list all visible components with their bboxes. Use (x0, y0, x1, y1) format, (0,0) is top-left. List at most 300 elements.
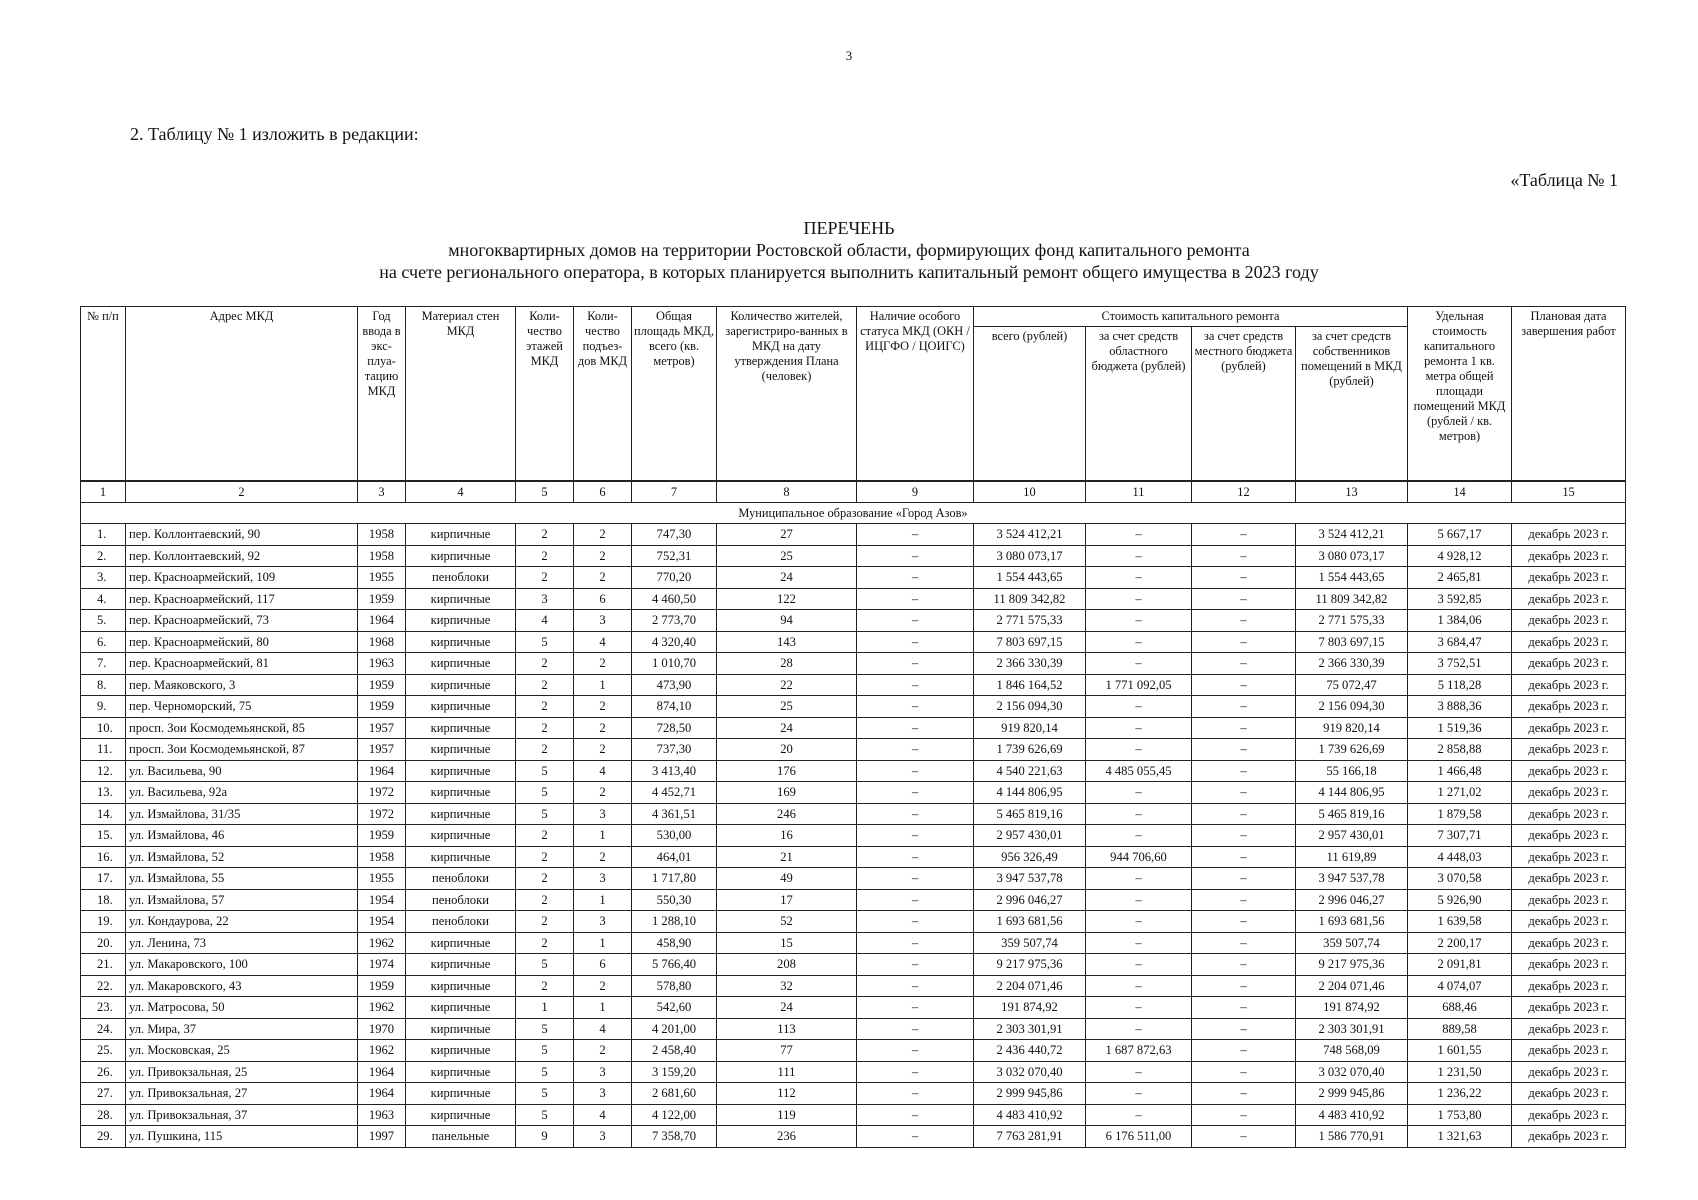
cell-row-number: 11. (81, 739, 126, 761)
cell-wall-material: кирпичные (406, 524, 516, 546)
cell-cost-regional: – (1086, 1061, 1192, 1083)
cell-wall-material: кирпичные (406, 696, 516, 718)
cell-floors: 5 (516, 782, 574, 804)
section-row (81, 503, 1626, 524)
cell-residents: 143 (717, 631, 857, 653)
cell-cost-total: 1 846 164,52 (974, 674, 1086, 696)
title-line-3: на счете регионального оператора, в которых планируется выполнить капитальный ремонт общего имущества в 2023 году (379, 262, 1319, 282)
cell-year: 1954 (358, 889, 406, 911)
table-row (81, 846, 1626, 868)
cell-completion-date: декабрь 2023 г. (1512, 1104, 1626, 1126)
cell-wall-material: кирпичные (406, 825, 516, 847)
cell-entrances: 1 (574, 889, 632, 911)
table-row (81, 975, 1626, 997)
cell-cost-owners: 1 739 626,69 (1296, 739, 1408, 761)
cell-residents: 49 (717, 868, 857, 890)
cell-year: 1972 (358, 803, 406, 825)
cell-entrances: 2 (574, 846, 632, 868)
cell-area: 550,30 (632, 889, 717, 911)
cell-unit-cost: 3 684,47 (1408, 631, 1512, 653)
cell-cost-total: 7 803 697,15 (974, 631, 1086, 653)
cell-address: ул. Привокзальная, 37 (126, 1104, 358, 1126)
cell-row-number: 24. (81, 1018, 126, 1040)
cell-cost-total: 919 820,14 (974, 717, 1086, 739)
cell-cost-regional: – (1086, 696, 1192, 718)
cell-floors: 2 (516, 932, 574, 954)
cell-cost-regional: – (1086, 868, 1192, 890)
cell-residents: 113 (717, 1018, 857, 1040)
column-number: 15 (1512, 481, 1626, 503)
cell-unit-cost: 1 321,63 (1408, 1126, 1512, 1148)
cell-cost-regional: – (1086, 610, 1192, 632)
cell-wall-material: кирпичные (406, 653, 516, 675)
cell-cost-total: 3 524 412,21 (974, 524, 1086, 546)
cell-area: 1 717,80 (632, 868, 717, 890)
cell-residents: 94 (717, 610, 857, 632)
cell-cost-total: 2 303 301,91 (974, 1018, 1086, 1040)
page-number: 3 (845, 48, 853, 63)
cell-floors: 5 (516, 1083, 574, 1105)
cell-cost-total: 3 032 070,40 (974, 1061, 1086, 1083)
cell-cost-regional: – (1086, 911, 1192, 933)
header-completion-date: Плановая дата завершения работ (1512, 307, 1626, 482)
cell-cost-regional: – (1086, 1018, 1192, 1040)
cell-floors: 2 (516, 696, 574, 718)
cell-wall-material: кирпичные (406, 610, 516, 632)
cell-cost-owners: 55 166,18 (1296, 760, 1408, 782)
cell-address: пер. Красноармейский, 73 (126, 610, 358, 632)
cell-area: 4 201,00 (632, 1018, 717, 1040)
cell-address: ул. Ленина, 73 (126, 932, 358, 954)
cell-residents: 15 (717, 932, 857, 954)
cell-area: 752,31 (632, 545, 717, 567)
cell-unit-cost: 1 601,55 (1408, 1040, 1512, 1062)
column-number: 5 (516, 481, 574, 503)
cell-address: ул. Пушкина, 115 (126, 1126, 358, 1148)
column-number: 9 (857, 481, 974, 503)
cell-wall-material: кирпичные (406, 997, 516, 1019)
cell-wall-material: кирпичные (406, 1104, 516, 1126)
cell-completion-date: декабрь 2023 г. (1512, 674, 1626, 696)
cell-status: – (857, 696, 974, 718)
cell-year: 1964 (358, 610, 406, 632)
cell-cost-local: – (1192, 696, 1296, 718)
header-cost-owners: за счет средств собственников помещений в МКД (рублей) (1296, 327, 1408, 482)
cell-area: 4 460,50 (632, 588, 717, 610)
cell-cost-owners: 2 156 094,30 (1296, 696, 1408, 718)
cell-wall-material: кирпичные (406, 1018, 516, 1040)
column-number: 1 (81, 481, 126, 503)
header-floors: Коли-чество этажей МКД (516, 307, 574, 482)
cell-cost-regional: – (1086, 1083, 1192, 1105)
header-area: Общая площадь МКД, всего (кв. метров) (632, 307, 717, 482)
cell-residents: 122 (717, 588, 857, 610)
cell-area: 3 413,40 (632, 760, 717, 782)
cell-floors: 2 (516, 825, 574, 847)
cell-cost-local: – (1192, 545, 1296, 567)
cell-address: пер. Красноармейский, 80 (126, 631, 358, 653)
cell-address: ул. Измайлова, 55 (126, 868, 358, 890)
cell-year: 1974 (358, 954, 406, 976)
cell-area: 458,90 (632, 932, 717, 954)
cell-area: 464,01 (632, 846, 717, 868)
cell-cost-total: 4 483 410,92 (974, 1104, 1086, 1126)
cell-floors: 5 (516, 1018, 574, 1040)
cell-floors: 2 (516, 524, 574, 546)
cell-row-number: 1. (81, 524, 126, 546)
cell-status: – (857, 911, 974, 933)
cell-floors: 2 (516, 717, 574, 739)
cell-completion-date: декабрь 2023 г. (1512, 803, 1626, 825)
cell-cost-regional: 1 771 092,05 (1086, 674, 1192, 696)
column-number: 4 (406, 481, 516, 503)
table-row (81, 954, 1626, 976)
cell-residents: 22 (717, 674, 857, 696)
cell-floors: 3 (516, 588, 574, 610)
cell-year: 1964 (358, 1083, 406, 1105)
cell-address: ул. Макаровского, 43 (126, 975, 358, 997)
cell-floors: 2 (516, 889, 574, 911)
cell-cost-local: – (1192, 889, 1296, 911)
cell-status: – (857, 739, 974, 761)
cell-cost-local: – (1192, 975, 1296, 997)
cell-floors: 4 (516, 610, 574, 632)
cell-status: – (857, 631, 974, 653)
header-cost-total: всего (рублей) (974, 327, 1086, 482)
cell-wall-material: пеноблоки (406, 911, 516, 933)
cell-year: 1959 (358, 825, 406, 847)
cell-cost-owners: 2 366 330,39 (1296, 653, 1408, 675)
cell-residents: 24 (717, 567, 857, 589)
cell-year: 1955 (358, 567, 406, 589)
cell-cost-owners: 2 999 945,86 (1296, 1083, 1408, 1105)
cell-cost-regional: – (1086, 524, 1192, 546)
column-number: 13 (1296, 481, 1408, 503)
cell-status: – (857, 545, 974, 567)
header-year: Год ввода в экс-плуа-тацию МКД (358, 307, 406, 482)
cell-row-number: 7. (81, 653, 126, 675)
cell-unit-cost: 3 888,36 (1408, 696, 1512, 718)
cell-unit-cost: 688,46 (1408, 997, 1512, 1019)
cell-cost-total: 1 693 681,56 (974, 911, 1086, 933)
cell-completion-date: декабрь 2023 г. (1512, 588, 1626, 610)
cell-completion-date: декабрь 2023 г. (1512, 545, 1626, 567)
cell-address: ул. Кондаурова, 22 (126, 911, 358, 933)
cell-cost-local: – (1192, 610, 1296, 632)
cell-cost-local: – (1192, 911, 1296, 933)
cell-cost-regional: 6 176 511,00 (1086, 1126, 1192, 1148)
cell-year: 1959 (358, 975, 406, 997)
cell-area: 4 452,71 (632, 782, 717, 804)
cell-entrances: 1 (574, 825, 632, 847)
cell-wall-material: кирпичные (406, 846, 516, 868)
cell-year: 1964 (358, 1061, 406, 1083)
cell-wall-material: кирпичные (406, 674, 516, 696)
column-number: 11 (1086, 481, 1192, 503)
cell-status: – (857, 760, 974, 782)
cell-cost-local: – (1192, 932, 1296, 954)
cell-entrances: 3 (574, 1083, 632, 1105)
cell-cost-total: 1 739 626,69 (974, 739, 1086, 761)
cell-wall-material: кирпичные (406, 588, 516, 610)
cell-entrances: 2 (574, 717, 632, 739)
cell-completion-date: декабрь 2023 г. (1512, 932, 1626, 954)
cell-address: пер. Черноморский, 75 (126, 696, 358, 718)
cell-entrances: 2 (574, 567, 632, 589)
cell-row-number: 2. (81, 545, 126, 567)
cell-cost-regional: – (1086, 954, 1192, 976)
cell-year: 1958 (358, 524, 406, 546)
cell-floors: 2 (516, 567, 574, 589)
cell-cost-total: 2 436 440,72 (974, 1040, 1086, 1062)
cell-wall-material: кирпичные (406, 760, 516, 782)
cell-area: 2 458,40 (632, 1040, 717, 1062)
cell-unit-cost: 5 667,17 (1408, 524, 1512, 546)
cell-area: 578,80 (632, 975, 717, 997)
cell-entrances: 3 (574, 610, 632, 632)
cell-address: пер. Красноармейский, 81 (126, 653, 358, 675)
cell-status: – (857, 932, 974, 954)
table-row (81, 1083, 1626, 1105)
cell-year: 1963 (358, 653, 406, 675)
cell-cost-regional: 4 485 055,45 (1086, 760, 1192, 782)
cell-address: ул. Московская, 25 (126, 1040, 358, 1062)
cell-unit-cost: 2 858,88 (1408, 739, 1512, 761)
cell-residents: 77 (717, 1040, 857, 1062)
cell-unit-cost: 1 519,36 (1408, 717, 1512, 739)
cell-wall-material: панельные (406, 1126, 516, 1148)
cell-area: 728,50 (632, 717, 717, 739)
cell-cost-total: 11 809 342,82 (974, 588, 1086, 610)
cell-completion-date: декабрь 2023 г. (1512, 911, 1626, 933)
cell-entrances: 6 (574, 954, 632, 976)
cell-row-number: 3. (81, 567, 126, 589)
cell-row-number: 12. (81, 760, 126, 782)
cell-cost-local: – (1192, 782, 1296, 804)
cell-status: – (857, 846, 974, 868)
cell-year: 1972 (358, 782, 406, 804)
cell-address: просп. Зои Космодемьянской, 85 (126, 717, 358, 739)
cell-floors: 5 (516, 1061, 574, 1083)
cell-completion-date: декабрь 2023 г. (1512, 846, 1626, 868)
table-row (81, 610, 1626, 632)
cell-cost-local: – (1192, 1018, 1296, 1040)
cell-address: пер. Красноармейский, 109 (126, 567, 358, 589)
cell-wall-material: кирпичные (406, 975, 516, 997)
cell-completion-date: декабрь 2023 г. (1512, 1061, 1626, 1083)
cell-cost-local: – (1192, 997, 1296, 1019)
table-row (81, 1040, 1626, 1062)
header-entrances: Коли-чество подъез-дов МКД (574, 307, 632, 482)
cell-cost-total: 2 999 945,86 (974, 1083, 1086, 1105)
cell-entrances: 2 (574, 653, 632, 675)
cell-row-number: 16. (81, 846, 126, 868)
cell-cost-local: – (1192, 825, 1296, 847)
cell-cost-regional: – (1086, 1104, 1192, 1126)
cell-completion-date: декабрь 2023 г. (1512, 696, 1626, 718)
cell-cost-regional: – (1086, 567, 1192, 589)
cell-row-number: 26. (81, 1061, 126, 1083)
table-row (81, 868, 1626, 890)
cell-entrances: 1 (574, 932, 632, 954)
cell-area: 473,90 (632, 674, 717, 696)
column-number: 12 (1192, 481, 1296, 503)
table-row (81, 1018, 1626, 1040)
cell-cost-total: 9 217 975,36 (974, 954, 1086, 976)
cell-status: – (857, 1061, 974, 1083)
cell-unit-cost: 1 271,02 (1408, 782, 1512, 804)
cell-cost-total: 2 957 430,01 (974, 825, 1086, 847)
table-row (81, 1061, 1626, 1083)
cell-floors: 9 (516, 1126, 574, 1148)
cell-residents: 208 (717, 954, 857, 976)
cell-cost-regional: – (1086, 932, 1192, 954)
cell-unit-cost: 3 070,58 (1408, 868, 1512, 890)
cell-status: – (857, 975, 974, 997)
table-row (81, 803, 1626, 825)
cell-wall-material: кирпичные (406, 1083, 516, 1105)
cell-floors: 2 (516, 911, 574, 933)
cell-residents: 25 (717, 696, 857, 718)
cell-completion-date: декабрь 2023 г. (1512, 567, 1626, 589)
cell-floors: 2 (516, 739, 574, 761)
table-row (81, 545, 1626, 567)
cell-year: 1962 (358, 932, 406, 954)
cell-residents: 28 (717, 653, 857, 675)
cell-row-number: 20. (81, 932, 126, 954)
table-row (81, 1126, 1626, 1148)
cell-unit-cost: 1 879,58 (1408, 803, 1512, 825)
cell-cost-owners: 2 303 301,91 (1296, 1018, 1408, 1040)
cell-cost-regional: – (1086, 803, 1192, 825)
header-cost-group: Стоимость капитального ремонта (974, 307, 1408, 327)
cell-year: 1963 (358, 1104, 406, 1126)
cell-row-number: 18. (81, 889, 126, 911)
cell-status: – (857, 997, 974, 1019)
cell-completion-date: декабрь 2023 г. (1512, 1126, 1626, 1148)
column-number: 6 (574, 481, 632, 503)
cell-cost-local: – (1192, 674, 1296, 696)
cell-unit-cost: 4 928,12 (1408, 545, 1512, 567)
cell-unit-cost: 5 118,28 (1408, 674, 1512, 696)
cell-unit-cost: 2 465,81 (1408, 567, 1512, 589)
cell-cost-total: 956 326,49 (974, 846, 1086, 868)
cell-wall-material: пеноблоки (406, 868, 516, 890)
cell-cost-local: – (1192, 1126, 1296, 1148)
cell-area: 7 358,70 (632, 1126, 717, 1148)
cell-cost-local: – (1192, 1061, 1296, 1083)
table-row (81, 567, 1626, 589)
cell-year: 1955 (358, 868, 406, 890)
cell-year: 1964 (358, 760, 406, 782)
cell-completion-date: декабрь 2023 г. (1512, 739, 1626, 761)
cell-status: – (857, 868, 974, 890)
cell-cost-local: – (1192, 717, 1296, 739)
cell-row-number: 28. (81, 1104, 126, 1126)
cell-completion-date: декабрь 2023 г. (1512, 760, 1626, 782)
cell-address: пер. Коллонтаевский, 92 (126, 545, 358, 567)
cell-residents: 246 (717, 803, 857, 825)
cell-wall-material: кирпичные (406, 954, 516, 976)
cell-cost-local: – (1192, 653, 1296, 675)
cell-cost-regional: – (1086, 975, 1192, 997)
cell-residents: 24 (717, 997, 857, 1019)
cell-row-number: 15. (81, 825, 126, 847)
cell-completion-date: декабрь 2023 г. (1512, 653, 1626, 675)
cell-cost-owners: 748 568,09 (1296, 1040, 1408, 1062)
cell-residents: 112 (717, 1083, 857, 1105)
table-row (81, 932, 1626, 954)
cell-floors: 2 (516, 674, 574, 696)
cell-cost-local: – (1192, 1040, 1296, 1062)
cell-floors: 5 (516, 954, 574, 976)
cell-wall-material: кирпичные (406, 932, 516, 954)
cell-completion-date: декабрь 2023 г. (1512, 997, 1626, 1019)
cell-row-number: 27. (81, 1083, 126, 1105)
cell-unit-cost: 1 236,22 (1408, 1083, 1512, 1105)
cell-status: – (857, 1018, 974, 1040)
cell-cost-owners: 4 144 806,95 (1296, 782, 1408, 804)
header-cost-regional: за счет средств областного бюджета (рублей) (1086, 327, 1192, 482)
cell-wall-material: пеноблоки (406, 567, 516, 589)
cell-residents: 17 (717, 889, 857, 911)
column-number: 3 (358, 481, 406, 503)
table-row (81, 1104, 1626, 1126)
cell-unit-cost: 1 753,80 (1408, 1104, 1512, 1126)
cell-row-number: 13. (81, 782, 126, 804)
cell-floors: 5 (516, 1040, 574, 1062)
cell-entrances: 3 (574, 911, 632, 933)
cell-row-number: 5. (81, 610, 126, 632)
cell-completion-date: декабрь 2023 г. (1512, 825, 1626, 847)
cell-entrances: 4 (574, 631, 632, 653)
column-number: 14 (1408, 481, 1512, 503)
cell-entrances: 3 (574, 1126, 632, 1148)
cell-cost-local: – (1192, 739, 1296, 761)
table-row (81, 588, 1626, 610)
cell-cost-regional: – (1086, 782, 1192, 804)
column-number: 8 (717, 481, 857, 503)
cell-address: просп. Зои Космодемьянской, 87 (126, 739, 358, 761)
cell-residents: 169 (717, 782, 857, 804)
cell-row-number: 4. (81, 588, 126, 610)
cell-completion-date: декабрь 2023 г. (1512, 1083, 1626, 1105)
cell-cost-owners: 5 465 819,16 (1296, 803, 1408, 825)
cell-residents: 119 (717, 1104, 857, 1126)
cell-year: 1997 (358, 1126, 406, 1148)
cell-cost-owners: 9 217 975,36 (1296, 954, 1408, 976)
cell-cost-regional: – (1086, 997, 1192, 1019)
table-row (81, 739, 1626, 761)
cell-cost-total: 2 366 330,39 (974, 653, 1086, 675)
document-title (0, 217, 1698, 283)
cell-cost-local: – (1192, 803, 1296, 825)
cell-status: – (857, 1104, 974, 1126)
cell-entrances: 6 (574, 588, 632, 610)
table-row (81, 911, 1626, 933)
cell-status: – (857, 653, 974, 675)
cell-year: 1958 (358, 545, 406, 567)
cell-completion-date: декабрь 2023 г. (1512, 524, 1626, 546)
table-row (81, 631, 1626, 653)
cell-status: – (857, 524, 974, 546)
cell-residents: 24 (717, 717, 857, 739)
cell-cost-owners: 2 996 046,27 (1296, 889, 1408, 911)
cell-cost-local: – (1192, 567, 1296, 589)
cell-floors: 5 (516, 1104, 574, 1126)
cell-address: ул. Васильева, 90 (126, 760, 358, 782)
cell-residents: 21 (717, 846, 857, 868)
